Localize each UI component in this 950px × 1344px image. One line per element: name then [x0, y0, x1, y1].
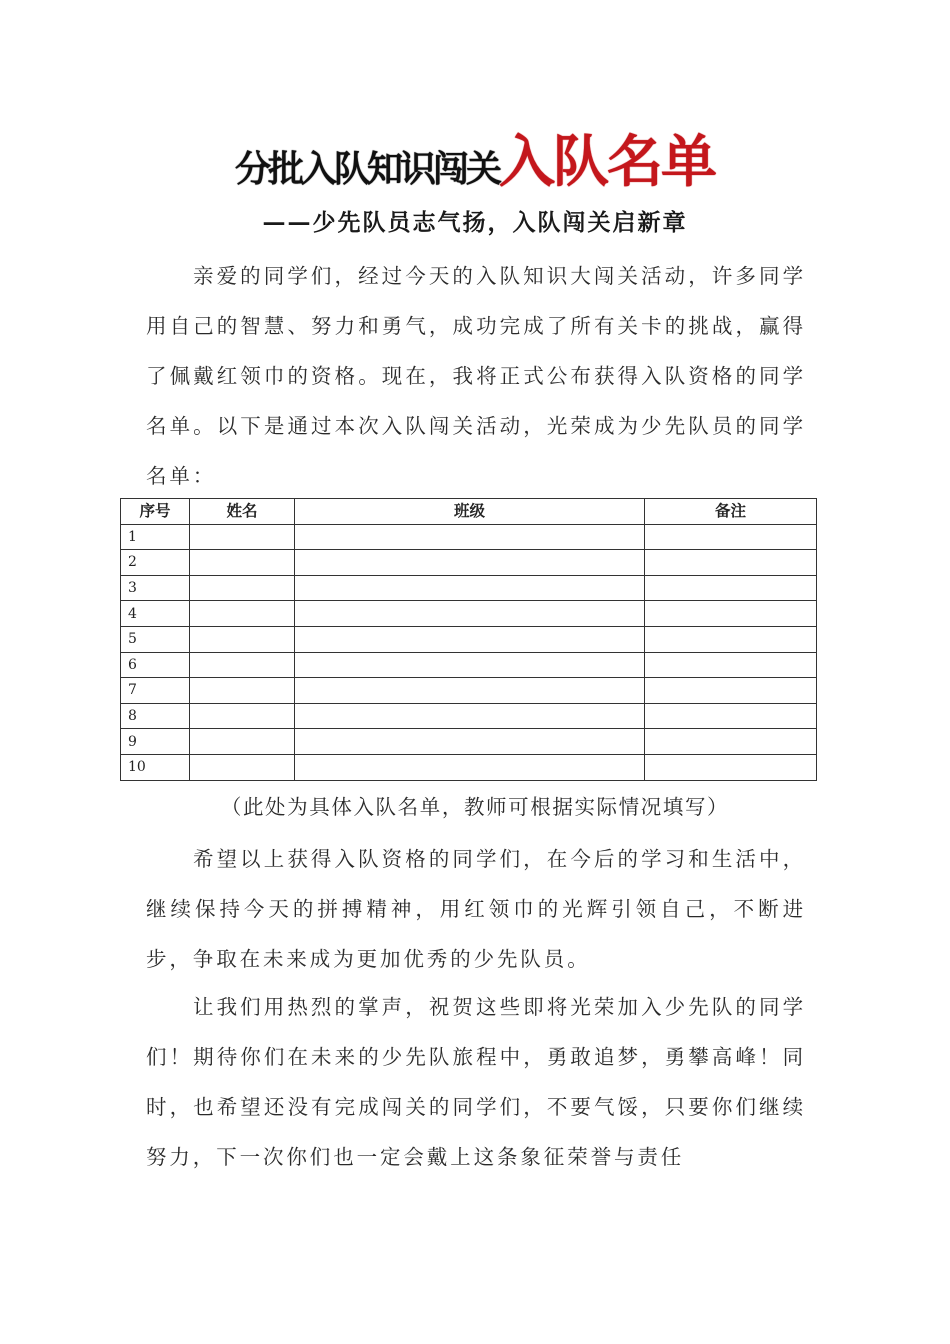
name-cell[interactable] — [190, 754, 295, 780]
title-black-part: 分批入队知识闯关 — [234, 149, 499, 190]
row-number: 4 — [121, 601, 190, 627]
row-number: 3 — [121, 575, 190, 601]
table-row — [121, 703, 817, 729]
remark-cell[interactable] — [645, 754, 817, 780]
header-serial: 序号 — [121, 499, 190, 525]
table-row — [121, 601, 817, 627]
row-number: 2 — [121, 550, 190, 576]
class-cell[interactable] — [295, 550, 645, 576]
page-title — [0, 118, 950, 198]
remark-cell[interactable] — [645, 652, 817, 678]
remark-cell[interactable] — [645, 626, 817, 652]
table-row — [121, 652, 817, 678]
name-cell[interactable] — [190, 626, 295, 652]
name-cell[interactable] — [190, 678, 295, 704]
row-number: 8 — [121, 703, 190, 729]
remark-cell[interactable] — [645, 729, 817, 755]
roster-table — [120, 498, 817, 781]
remark-cell[interactable] — [645, 550, 817, 576]
class-cell[interactable] — [295, 729, 645, 755]
hope-paragraph: 希望以上获得入队资格的同学们，在今后的学习和生活中，继续保持今天的拼搏精神，用红领巾的光辉引领自己，不断进步，争取在未来成为更加优秀的少先队员。 — [146, 847, 806, 971]
name-cell[interactable] — [190, 729, 295, 755]
table-row — [121, 626, 817, 652]
applause-paragraph: 让我们用热烈的掌声，祝贺这些即将光荣加入少先队的同学们！期待你们在未来的少先队旅程中，勇敢追梦，勇攀高峰！同时，也希望还没有完成闯关的同学们，不要气馁，只要你们继续努力，下一次你们也一定会戴上这条象征荣誉与责任 — [146, 995, 806, 1169]
class-cell[interactable] — [295, 626, 645, 652]
row-number: 7 — [121, 678, 190, 704]
remark-cell[interactable] — [645, 678, 817, 704]
remark-cell[interactable] — [645, 703, 817, 729]
name-cell[interactable] — [190, 652, 295, 678]
name-cell[interactable] — [190, 550, 295, 576]
class-cell[interactable] — [295, 601, 645, 627]
class-cell[interactable] — [295, 652, 645, 678]
table-row — [121, 754, 817, 780]
class-cell[interactable] — [295, 703, 645, 729]
row-number: 6 — [121, 652, 190, 678]
class-cell[interactable] — [295, 524, 645, 550]
remark-cell[interactable] — [645, 601, 817, 627]
header-remark: 备注 — [645, 499, 817, 525]
class-cell[interactable] — [295, 678, 645, 704]
class-cell[interactable] — [295, 754, 645, 780]
table-row — [121, 524, 817, 550]
table-header-row — [121, 499, 817, 525]
name-cell[interactable] — [190, 575, 295, 601]
table-note: （此处为具体入队名单，教师可根据实际情况填写） — [220, 795, 730, 819]
intro-paragraph: 亲爱的同学们，经过今天的入队知识大闯关活动，许多同学用自己的智慧、努力和勇气，成功完成了所有关卡的挑战，赢得了佩戴红领巾的资格。现在，我将正式公布获得入队资格的同学名单。以下是通过本次入队闯关活动，光荣成为少先队员的同学名单： — [146, 264, 806, 488]
name-cell[interactable] — [190, 524, 295, 550]
row-number: 5 — [121, 626, 190, 652]
class-cell[interactable] — [295, 575, 645, 601]
table-row — [121, 550, 817, 576]
table-row — [121, 575, 817, 601]
table-row — [121, 678, 817, 704]
remark-cell[interactable] — [645, 524, 817, 550]
name-cell[interactable] — [190, 601, 295, 627]
page-subtitle: ——少先队员志气扬，入队闯关启新章 — [262, 209, 688, 236]
table-row — [121, 729, 817, 755]
row-number: 10 — [121, 754, 190, 780]
name-cell[interactable] — [190, 703, 295, 729]
row-number: 9 — [121, 729, 190, 755]
remark-cell[interactable] — [645, 575, 817, 601]
row-number: 1 — [121, 524, 190, 550]
header-name: 姓名 — [190, 499, 295, 525]
title-red-part: 入队名单 — [499, 130, 715, 195]
header-class: 班级 — [295, 499, 645, 525]
